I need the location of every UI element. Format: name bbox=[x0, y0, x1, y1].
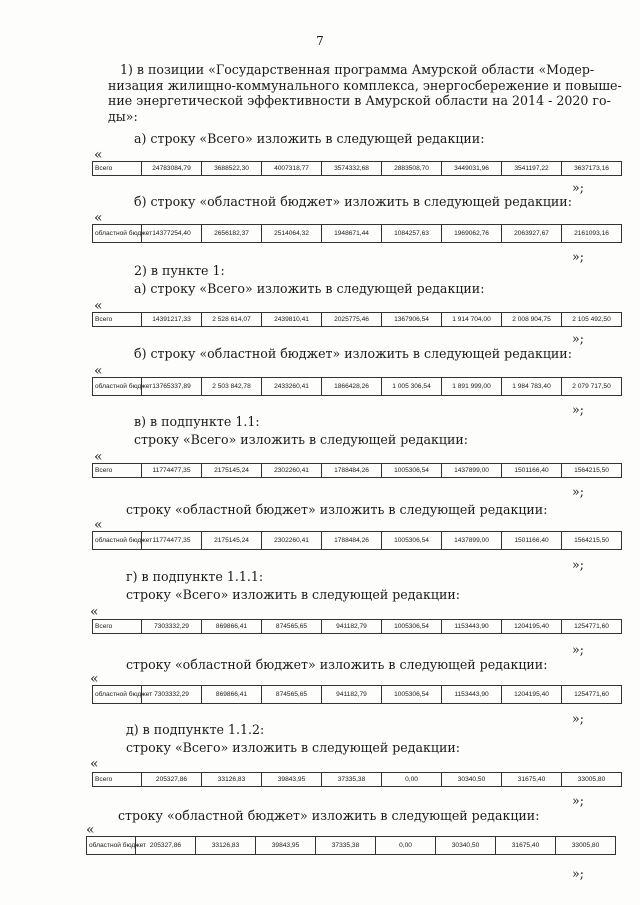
table-cell: 1005306,54 bbox=[382, 464, 442, 478]
quote-close: »; bbox=[572, 402, 584, 417]
table-cell: 1501166,40 bbox=[502, 532, 562, 550]
table-cell: 1204195,40 bbox=[502, 686, 562, 704]
table-cell: 31675,40 bbox=[502, 773, 562, 787]
quote-open: « bbox=[90, 756, 99, 772]
table-cell: 39843,95 bbox=[256, 837, 316, 855]
table-cell: 11774477,35 bbox=[142, 464, 202, 478]
table-cell: 3449031,96 bbox=[442, 162, 502, 176]
table-row bbox=[93, 378, 622, 396]
intro-line: низация жилищно-коммунального комплекса, энергосбережение и повыше- bbox=[108, 77, 622, 93]
table-cell: 1005306,54 bbox=[382, 686, 442, 704]
table-cell: 1254771,60 bbox=[562, 686, 622, 704]
quote-open: « bbox=[86, 822, 95, 838]
table-cell: 941182,79 bbox=[322, 620, 382, 634]
table-cell: 1948671,44 bbox=[322, 225, 382, 243]
heading-v-all: строку «Всего» изложить в следующей редакции: bbox=[134, 432, 469, 447]
table-cell: 869866,41 bbox=[202, 620, 262, 634]
heading-b2: б) строку «областной бюджет» изложить в следующей редакции: bbox=[134, 346, 572, 361]
budget-table-total bbox=[92, 463, 622, 478]
heading-d-sub: д) в подпункте 1.1.2: bbox=[126, 722, 265, 737]
intro-line: ние энергетической эффективности в Амурской области на 2014 - 2020 го- bbox=[108, 93, 611, 108]
table-cell: 1 914 704,00 bbox=[442, 313, 502, 327]
heading-d-reg: строку «областной бюджет» изложить в следующей редакции: bbox=[118, 808, 540, 823]
table-cell: 1 005 306,54 bbox=[382, 378, 442, 396]
table-cell: 1437899,00 bbox=[442, 532, 502, 550]
quote-open: « bbox=[94, 363, 103, 379]
row-label: областной бюджет bbox=[93, 225, 142, 243]
table-cell: 3541197,22 bbox=[502, 162, 562, 176]
table-cell: 33126,83 bbox=[202, 773, 262, 787]
table-cell: 1 891 999,00 bbox=[442, 378, 502, 396]
row-label: областной бюджет bbox=[93, 532, 142, 550]
table-cell: 2175145,24 bbox=[202, 464, 262, 478]
table-cell: 1969062,76 bbox=[442, 225, 502, 243]
heading-g-all: строку «Всего» изложить в следующей редакции: bbox=[126, 587, 461, 602]
quote-open: « bbox=[90, 604, 99, 620]
table-cell: 2433260,41 bbox=[262, 378, 322, 396]
table-cell: 0,00 bbox=[382, 773, 442, 787]
table-cell: 874565,65 bbox=[262, 620, 322, 634]
table-cell: 1788484,26 bbox=[322, 464, 382, 478]
table-cell: 4007318,77 bbox=[262, 162, 322, 176]
quote-open: « bbox=[94, 449, 103, 465]
table-cell: 1153443,90 bbox=[442, 620, 502, 634]
table-cell: 2656182,37 bbox=[202, 225, 262, 243]
heading-d-all: строку «Всего» изложить в следующей редакции: bbox=[126, 740, 461, 755]
budget-table-regional bbox=[92, 377, 622, 396]
table-cell: 7303332,29 bbox=[142, 686, 202, 704]
table-cell: 31675,40 bbox=[496, 837, 556, 855]
budget-table-regional bbox=[92, 224, 622, 243]
row-label: Всего bbox=[93, 162, 142, 176]
heading-p2: 2) в пункте 1: bbox=[134, 263, 225, 278]
row-label: Всего bbox=[93, 464, 142, 478]
table-cell: 2439810,41 bbox=[262, 313, 322, 327]
table-cell: 941182,79 bbox=[322, 686, 382, 704]
table-cell: 2 528 614,07 bbox=[202, 313, 262, 327]
row-label: Всего bbox=[93, 773, 142, 787]
quote-close: »; bbox=[572, 331, 584, 346]
table-cell: 2 079 717,50 bbox=[562, 378, 622, 396]
table-row bbox=[87, 837, 616, 855]
quote-open: « bbox=[94, 147, 103, 163]
table-cell: 2 105 492,50 bbox=[562, 313, 622, 327]
table-cell: 39843,95 bbox=[262, 773, 322, 787]
table-cell: 1866428,26 bbox=[322, 378, 382, 396]
table-row bbox=[93, 773, 622, 787]
row-label: Всего bbox=[93, 620, 142, 634]
budget-table-total bbox=[92, 772, 622, 787]
table-row bbox=[93, 620, 622, 634]
table-cell: 1005306,54 bbox=[382, 532, 442, 550]
table-cell: 874565,65 bbox=[262, 686, 322, 704]
row-label: областной бюджет bbox=[93, 378, 142, 396]
budget-table-total bbox=[92, 312, 622, 327]
table-row bbox=[93, 464, 622, 478]
table-cell: 1254771,60 bbox=[562, 620, 622, 634]
heading-g-reg: строку «областной бюджет» изложить в следующей редакции: bbox=[126, 657, 548, 672]
quote-open: « bbox=[94, 517, 103, 533]
quote-open: « bbox=[94, 210, 103, 226]
table-cell: 1005306,54 bbox=[382, 620, 442, 634]
table-cell: 1 984 783,40 bbox=[502, 378, 562, 396]
table-cell: 2025775,46 bbox=[322, 313, 382, 327]
table-cell: 2302260,41 bbox=[262, 464, 322, 478]
table-cell: 33005,80 bbox=[556, 837, 616, 855]
heading-g-sub: г) в подпункте 1.1.1: bbox=[126, 569, 264, 584]
quote-close: »; bbox=[572, 557, 584, 572]
row-label: Всего bbox=[93, 313, 142, 327]
table-cell: 33005,80 bbox=[562, 773, 622, 787]
table-cell: 1437899,00 bbox=[442, 464, 502, 478]
heading-v-sub: в) в подпункте 1.1: bbox=[134, 414, 260, 429]
row-label: областной бюджет bbox=[87, 837, 136, 855]
intro-paragraph bbox=[108, 62, 622, 124]
table-cell: 869866,41 bbox=[202, 686, 262, 704]
table-cell: 1501166,40 bbox=[502, 464, 562, 478]
heading-a2: а) строку «Всего» изложить в следующей редакции: bbox=[134, 281, 485, 296]
table-cell: 1564215,50 bbox=[562, 532, 622, 550]
table-cell: 1367906,54 bbox=[382, 313, 442, 327]
table-cell: 1204195,40 bbox=[502, 620, 562, 634]
table-row bbox=[93, 225, 622, 243]
budget-table-regional bbox=[92, 685, 622, 704]
quote-close: »; bbox=[572, 484, 584, 499]
table-row bbox=[93, 532, 622, 550]
budget-table-total bbox=[92, 619, 622, 634]
table-cell: 2 503 842,78 bbox=[202, 378, 262, 396]
table-cell: 37335,38 bbox=[316, 837, 376, 855]
table-cell: 3688522,30 bbox=[202, 162, 262, 176]
table-cell: 3637173,16 bbox=[562, 162, 622, 176]
table-cell: 205327,86 bbox=[142, 773, 202, 787]
table-cell: 1153443,90 bbox=[442, 686, 502, 704]
table-cell: 2063927,67 bbox=[502, 225, 562, 243]
intro-line: 1) в позиции «Государственная программа Амурской области «Модер- bbox=[120, 62, 595, 77]
intro-line: ды»: bbox=[108, 108, 138, 124]
table-cell: 30340,50 bbox=[436, 837, 496, 855]
table-row bbox=[93, 162, 622, 176]
quote-close: »; bbox=[572, 249, 584, 264]
table-cell: 11774477,35 bbox=[142, 532, 202, 550]
row-label: областной бюджет bbox=[93, 686, 142, 704]
page-number: 7 bbox=[316, 34, 324, 48]
table-cell: 0,00 bbox=[376, 837, 436, 855]
table-cell: 2161093,16 bbox=[562, 225, 622, 243]
quote-close: »; bbox=[572, 793, 584, 808]
quote-close: »; bbox=[572, 642, 584, 657]
heading-a1: а) строку «Всего» изложить в следующей редакции: bbox=[134, 131, 485, 146]
table-row bbox=[93, 686, 622, 704]
table-cell: 14391217,33 bbox=[142, 313, 202, 327]
table-cell: 205327,86 bbox=[136, 837, 196, 855]
table-cell: 2883508,70 bbox=[382, 162, 442, 176]
budget-table-regional bbox=[86, 836, 616, 855]
table-cell: 7303332,29 bbox=[142, 620, 202, 634]
table-cell: 30340,50 bbox=[442, 773, 502, 787]
heading-b1: б) строку «областной бюджет» изложить в следующей редакции: bbox=[134, 194, 572, 209]
table-cell: 13765337,89 bbox=[142, 378, 202, 396]
table-cell: 24783084,79 bbox=[142, 162, 202, 176]
table-cell: 14377254,40 bbox=[142, 225, 202, 243]
table-cell: 37335,38 bbox=[322, 773, 382, 787]
heading-v-reg: строку «областной бюджет» изложить в следующей редакции: bbox=[126, 502, 548, 517]
table-cell: 33126,83 bbox=[196, 837, 256, 855]
table-cell: 1564215,50 bbox=[562, 464, 622, 478]
budget-table-regional bbox=[92, 531, 622, 550]
quote-close: »; bbox=[572, 866, 584, 881]
quote-open: « bbox=[94, 298, 103, 314]
quote-close: »; bbox=[572, 180, 584, 195]
quote-open: « bbox=[90, 671, 99, 687]
table-cell: 3574332,68 bbox=[322, 162, 382, 176]
table-row bbox=[93, 313, 622, 327]
table-cell: 2514064,32 bbox=[262, 225, 322, 243]
table-cell: 2302260,41 bbox=[262, 532, 322, 550]
table-cell: 1084257,63 bbox=[382, 225, 442, 243]
budget-table-total bbox=[92, 161, 622, 176]
table-cell: 2 008 904,75 bbox=[502, 313, 562, 327]
table-cell: 2175145,24 bbox=[202, 532, 262, 550]
quote-close: »; bbox=[572, 711, 584, 726]
table-cell: 1788484,26 bbox=[322, 532, 382, 550]
